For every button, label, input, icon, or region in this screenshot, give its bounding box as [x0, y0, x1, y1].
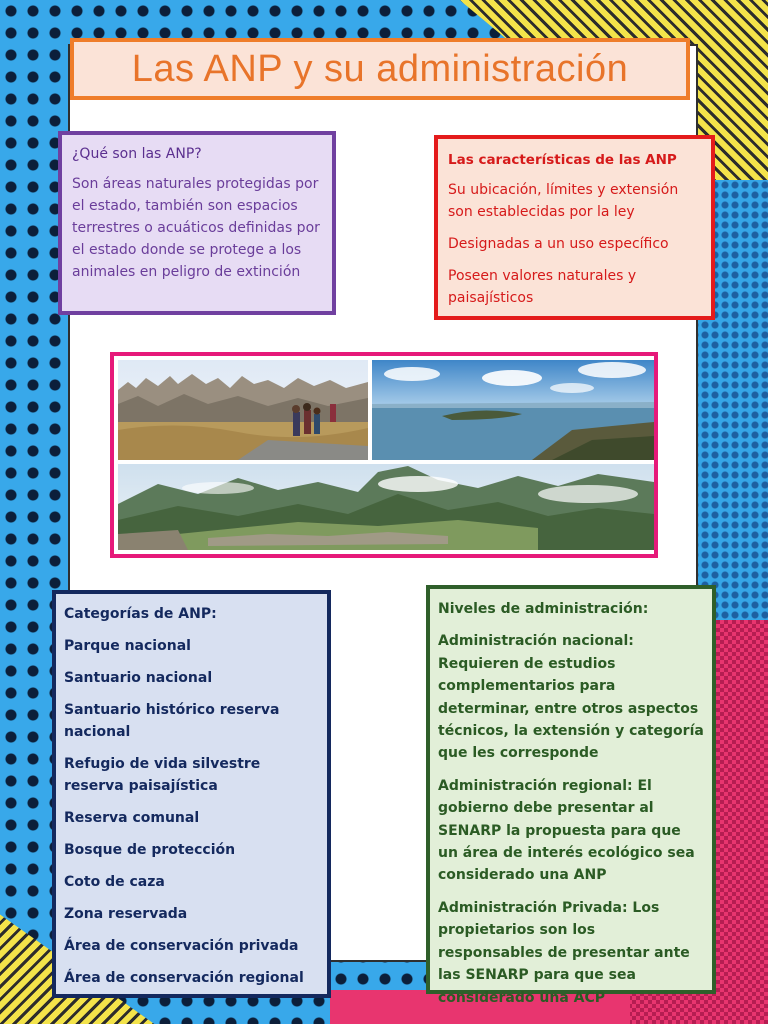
category-item: Área de conservación regional: [64, 970, 304, 986]
categories-box: [52, 590, 331, 998]
photo-collage: [110, 352, 658, 558]
categories-heading: Categorías de ANP:: [64, 606, 217, 622]
administration-level-item: Administración Privada: Los propietarios son los responsables de presentar ante las SENARP para que sea considerado una ACP: [438, 899, 690, 1006]
category-item: Bosque de protección: [64, 842, 236, 858]
title-banner: [70, 38, 690, 100]
what-are-anp-body: Son áreas naturales protegidas por el estado, también son espacios terrestres o acuáticos definidas por el estado donde se protege a los animales en peligro de extinción: [72, 176, 320, 280]
mountain-ruins-photo: [118, 464, 654, 550]
stone-forest-hikers-photo: [118, 360, 368, 460]
what-are-anp-heading: ¿Qué son las ANP?: [72, 146, 202, 162]
category-item: Santuario nacional: [64, 670, 213, 686]
category-item: Área de conservación privada: [64, 938, 299, 954]
characteristics-item: Poseen valores naturales y paisajísticos: [448, 268, 637, 306]
characteristics-item: Su ubicación, límites y extensión son establecidas por la ley: [448, 182, 679, 220]
lake-island-photo: [372, 360, 654, 460]
administration-level-item: Administración nacional: Requieren de estudios complementarios para determinar, entre otros aspectos técnicos, la extensión y categoría que les corresponde: [438, 633, 704, 762]
characteristics-heading: Las características de las ANP: [448, 152, 677, 168]
what-are-anp-box: [58, 131, 336, 315]
category-item: Reserva comunal: [64, 810, 200, 826]
page-title: Las ANP y su administración: [131, 47, 629, 90]
administration-level-item: Administración regional: El gobierno debe presentar al SENARP la propuesta para que un área de interés ecológico sea considerado una ANP: [438, 777, 695, 884]
category-item: Parque nacional: [64, 638, 191, 654]
category-item: Coto de caza: [64, 874, 165, 890]
category-item: Zona reservada: [64, 906, 188, 922]
characteristics-box: [434, 135, 715, 320]
category-item: Santuario histórico reserva nacional: [64, 702, 280, 740]
category-item: Refugio de vida silvestre reserva paisajística: [64, 756, 261, 794]
characteristics-item: Designadas a un uso específico: [448, 236, 669, 252]
administration-levels-box: [426, 585, 716, 1006]
administration-levels-heading: Niveles de administración:: [438, 601, 649, 617]
